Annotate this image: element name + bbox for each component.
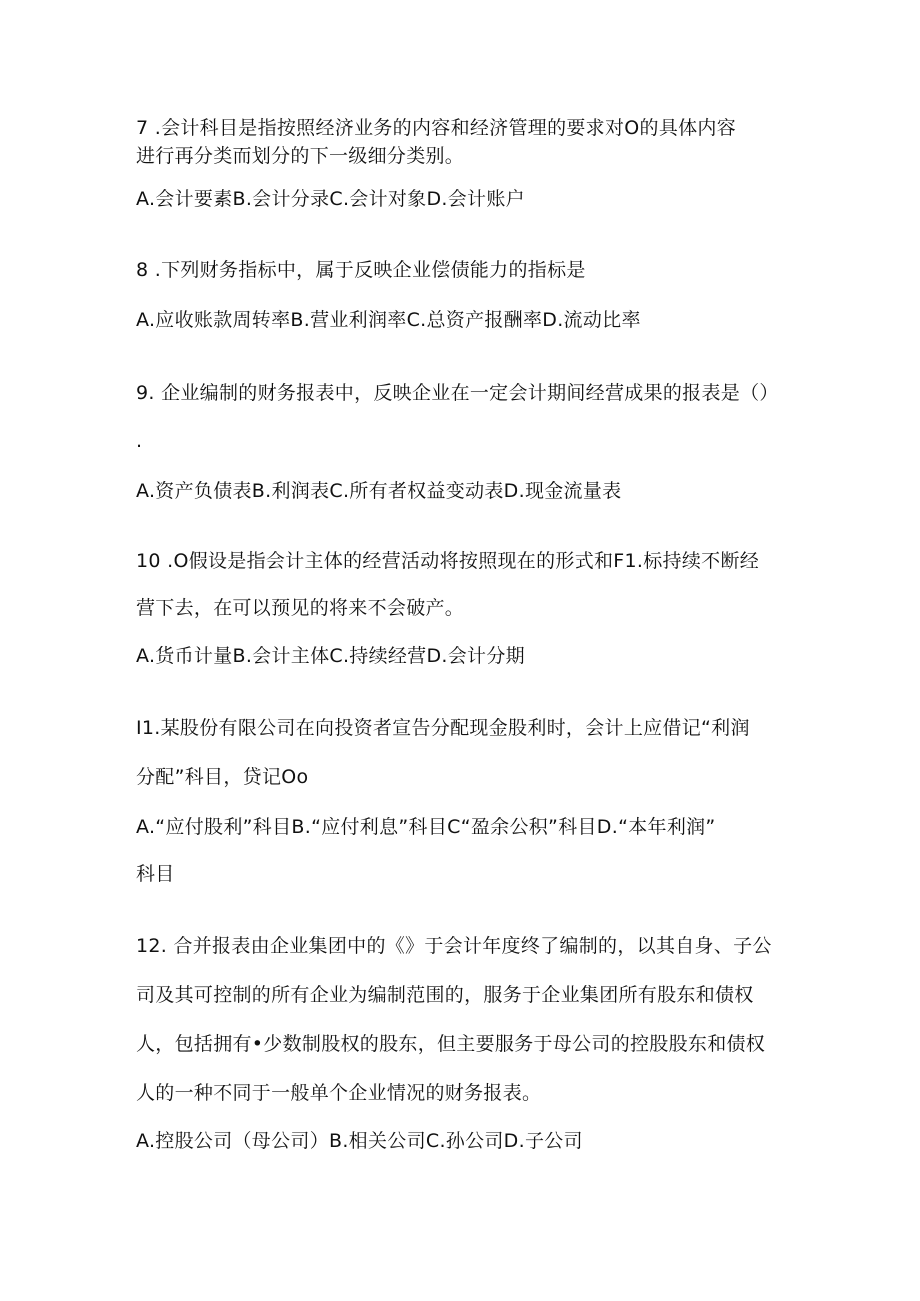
question-text: 9. 企业编制的财务报表中，反映企业在一定会计期间经营成果的报表是（） bbox=[136, 382, 779, 404]
question-text: 10 .O假设是指会计主体的经营活动将按照现在的形式和F1.标持续不断经 bbox=[136, 550, 760, 572]
question-text: 7 .会计科目是指按照经济业务的内容和经济管理的要求对O的具体内容 bbox=[136, 117, 737, 139]
question-options: A.资产负债表B.利润表C.所有者权益变动表D.现金流量表 bbox=[136, 480, 622, 502]
question-options: A.应收账款周转率B.营业利润率C.总资产报酬率D.流动比率 bbox=[136, 309, 641, 331]
question-text: 12. 合并报表由企业集团中的《》于会计年度终了编制的，以其自身、子公 bbox=[136, 935, 772, 957]
question-text: 人，包括拥有•少数制股权的股东，但主要服务于母公司的控股股东和债权 bbox=[136, 1033, 766, 1055]
question-text: 进行再分类而划分的下一级细分类别。 bbox=[136, 145, 465, 167]
question-options: A.“应付股利”科目B.“应付利息”科目C“盈余公积”科目D.“本年利润” bbox=[136, 816, 716, 838]
question-text: I1.某股份有限公司在向投资者宣告分配现金股利时，会计上应借记“利润 bbox=[136, 717, 750, 739]
question-options: A.会计要素B.会计分录C.会计对象D.会计账户 bbox=[136, 188, 525, 210]
question-text: 分配”科目，贷记Oo bbox=[136, 766, 309, 788]
question-text: . bbox=[136, 430, 143, 452]
question-text: 司及其可控制的所有企业为编制范围的，服务于企业集团所有股东和债权 bbox=[136, 984, 754, 1006]
question-text: 8 .下列财务指标中，属于反映企业偿债能力的指标是 bbox=[136, 259, 586, 281]
question-options: A.货币计量B.会计主体C.持续经营D.会计分期 bbox=[136, 645, 525, 667]
question-options: A.控股公司（母公司）B.相关公司C.孙公司D.子公司 bbox=[136, 1130, 583, 1152]
question-options: 科目 bbox=[136, 863, 175, 885]
question-text: 营下去，在可以预见的将来不会破产。 bbox=[136, 597, 465, 619]
question-text: 人的一种不同于一般单个企业情况的财务报表。 bbox=[136, 1082, 542, 1104]
